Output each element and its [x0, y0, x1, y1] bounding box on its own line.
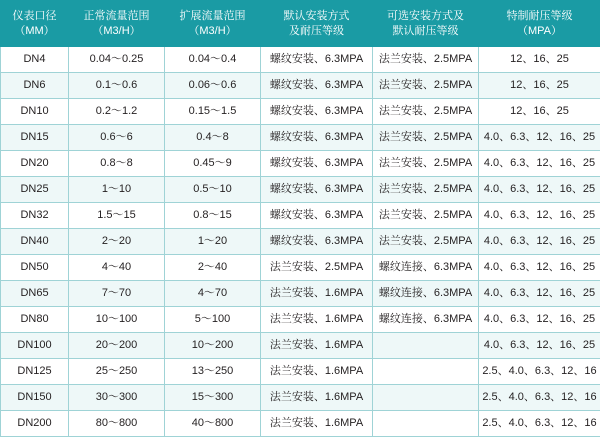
cell-caliber: DN100	[1, 333, 69, 359]
column-header-normal-flow-range	[69, 1, 165, 47]
cell-caliber: DN200	[1, 411, 69, 437]
column-header-caliber	[1, 1, 69, 47]
cell-normal-flow-range: 25～250	[69, 359, 165, 385]
cell-custom-pressure-rating: 4.0、6.3、12、16、25	[479, 333, 600, 359]
column-header-caliber-line2: （MM）	[3, 24, 66, 39]
cell-optional-installation	[373, 385, 479, 411]
cell-optional-installation: 法兰安装、2.5MPA	[373, 151, 479, 177]
cell-custom-pressure-rating: 4.0、6.3、12、16、25	[479, 177, 600, 203]
cell-extended-flow-range: 15～300	[165, 385, 261, 411]
table-row	[1, 307, 600, 333]
table-row	[1, 203, 600, 229]
cell-extended-flow-range: 0.06～0.6	[165, 73, 261, 99]
cell-normal-flow-range: 20～200	[69, 333, 165, 359]
table-row	[1, 177, 600, 203]
cell-extended-flow-range: 0.5～10	[165, 177, 261, 203]
column-header-optional-installation-line1: 可选安装方式及	[375, 9, 476, 24]
table-body	[1, 47, 600, 437]
cell-extended-flow-range: 0.04～0.4	[165, 47, 261, 73]
cell-caliber: DN32	[1, 203, 69, 229]
column-header-normal-flow-range-line1: 正常流量范围	[71, 9, 162, 24]
cell-custom-pressure-rating: 4.0、6.3、12、16、25	[479, 203, 600, 229]
cell-caliber: DN150	[1, 385, 69, 411]
cell-caliber: DN10	[1, 99, 69, 125]
cell-default-installation: 法兰安装、1.6MPA	[261, 333, 373, 359]
column-header-custom-pressure-rating-line2: （MPA）	[481, 24, 598, 39]
cell-extended-flow-range: 1～20	[165, 229, 261, 255]
cell-default-installation: 法兰安装、1.6MPA	[261, 411, 373, 437]
cell-optional-installation	[373, 411, 479, 437]
column-header-optional-installation-line2: 默认耐压等级	[375, 24, 476, 39]
cell-default-installation: 螺纹安装、6.3MPA	[261, 229, 373, 255]
column-header-extended-flow-range-line1: 扩展流量范围	[167, 9, 258, 24]
table-row	[1, 255, 600, 281]
cell-caliber: DN40	[1, 229, 69, 255]
table-row	[1, 333, 600, 359]
cell-default-installation: 螺纹安装、6.3MPA	[261, 125, 373, 151]
cell-extended-flow-range: 0.8～15	[165, 203, 261, 229]
cell-normal-flow-range: 0.1～0.6	[69, 73, 165, 99]
column-header-default-installation	[261, 1, 373, 47]
cell-extended-flow-range: 2～40	[165, 255, 261, 281]
cell-default-installation: 法兰安装、1.6MPA	[261, 385, 373, 411]
cell-default-installation: 法兰安装、2.5MPA	[261, 255, 373, 281]
cell-caliber: DN4	[1, 47, 69, 73]
cell-caliber: DN20	[1, 151, 69, 177]
cell-custom-pressure-rating: 4.0、6.3、12、16、25	[479, 125, 600, 151]
cell-caliber: DN15	[1, 125, 69, 151]
table-row	[1, 359, 600, 385]
cell-custom-pressure-rating: 2.5、4.0、6.3、12、16	[479, 385, 600, 411]
cell-custom-pressure-rating: 4.0、6.3、12、16、25	[479, 229, 600, 255]
cell-custom-pressure-rating: 4.0、6.3、12、16、25	[479, 307, 600, 333]
cell-caliber: DN25	[1, 177, 69, 203]
cell-default-installation: 法兰安装、1.6MPA	[261, 359, 373, 385]
cell-caliber: DN125	[1, 359, 69, 385]
column-header-extended-flow-range	[165, 1, 261, 47]
cell-extended-flow-range: 13～250	[165, 359, 261, 385]
cell-extended-flow-range: 4～70	[165, 281, 261, 307]
cell-normal-flow-range: 30～300	[69, 385, 165, 411]
cell-optional-installation: 法兰安装、2.5MPA	[373, 177, 479, 203]
cell-caliber: DN6	[1, 73, 69, 99]
column-header-custom-pressure-rating-line1: 特制耐压等级	[481, 9, 598, 24]
cell-extended-flow-range: 10～200	[165, 333, 261, 359]
cell-normal-flow-range: 1～10	[69, 177, 165, 203]
cell-optional-installation: 法兰安装、2.5MPA	[373, 203, 479, 229]
column-header-extended-flow-range-line2: （M3/H）	[167, 24, 258, 39]
cell-normal-flow-range: 80～800	[69, 411, 165, 437]
cell-default-installation: 法兰安装、1.6MPA	[261, 281, 373, 307]
cell-normal-flow-range: 1.5～15	[69, 203, 165, 229]
table-row	[1, 385, 600, 411]
column-header-optional-installation	[373, 1, 479, 47]
cell-default-installation: 螺纹安装、6.3MPA	[261, 151, 373, 177]
cell-optional-installation	[373, 333, 479, 359]
cell-normal-flow-range: 0.04～0.25	[69, 47, 165, 73]
cell-normal-flow-range: 4～40	[69, 255, 165, 281]
table-row	[1, 125, 600, 151]
cell-default-installation: 螺纹安装、6.3MPA	[261, 203, 373, 229]
cell-optional-installation: 法兰安装、2.5MPA	[373, 125, 479, 151]
cell-normal-flow-range: 10～100	[69, 307, 165, 333]
column-header-custom-pressure-rating	[479, 1, 600, 47]
cell-default-installation: 螺纹安装、6.3MPA	[261, 177, 373, 203]
cell-extended-flow-range: 0.4～8	[165, 125, 261, 151]
table-row	[1, 229, 600, 255]
cell-custom-pressure-rating: 2.5、4.0、6.3、12、16	[479, 411, 600, 437]
cell-default-installation: 螺纹安装、6.3MPA	[261, 73, 373, 99]
cell-extended-flow-range: 40～800	[165, 411, 261, 437]
cell-caliber: DN65	[1, 281, 69, 307]
cell-custom-pressure-rating: 4.0、6.3、12、16、25	[479, 255, 600, 281]
cell-normal-flow-range: 0.2～1.2	[69, 99, 165, 125]
cell-extended-flow-range: 0.15～1.5	[165, 99, 261, 125]
cell-optional-installation: 法兰安装、2.5MPA	[373, 47, 479, 73]
cell-optional-installation: 螺纹连接、6.3MPA	[373, 281, 479, 307]
cell-caliber: DN80	[1, 307, 69, 333]
table-row	[1, 73, 600, 99]
cell-custom-pressure-rating: 4.0、6.3、12、16、25	[479, 151, 600, 177]
cell-normal-flow-range: 2～20	[69, 229, 165, 255]
cell-custom-pressure-rating: 12、16、25	[479, 73, 600, 99]
table-row	[1, 281, 600, 307]
cell-optional-installation: 螺纹连接、6.3MPA	[373, 255, 479, 281]
cell-optional-installation: 螺纹连接、6.3MPA	[373, 307, 479, 333]
cell-optional-installation: 法兰安装、2.5MPA	[373, 99, 479, 125]
column-header-default-installation-line2: 及耐压等级	[263, 24, 370, 39]
cell-extended-flow-range: 0.45～9	[165, 151, 261, 177]
cell-optional-installation: 法兰安装、2.5MPA	[373, 229, 479, 255]
cell-optional-installation: 法兰安装、2.5MPA	[373, 73, 479, 99]
table-row	[1, 99, 600, 125]
column-header-caliber-line1: 仪表口径	[3, 9, 66, 24]
cell-default-installation: 法兰安装、1.6MPA	[261, 307, 373, 333]
table-row	[1, 47, 600, 73]
cell-caliber: DN50	[1, 255, 69, 281]
cell-custom-pressure-rating: 12、16、25	[479, 99, 600, 125]
table-header	[1, 1, 600, 47]
cell-custom-pressure-rating: 2.5、4.0、6.3、12、16	[479, 359, 600, 385]
cell-default-installation: 螺纹安装、6.3MPA	[261, 47, 373, 73]
cell-normal-flow-range: 7～70	[69, 281, 165, 307]
table-row	[1, 151, 600, 177]
column-header-default-installation-line1: 默认安装方式	[263, 9, 370, 24]
cell-normal-flow-range: 0.8～8	[69, 151, 165, 177]
cell-normal-flow-range: 0.6～6	[69, 125, 165, 151]
cell-extended-flow-range: 5～100	[165, 307, 261, 333]
cell-optional-installation	[373, 359, 479, 385]
table-header-row	[1, 1, 600, 47]
cell-custom-pressure-rating: 12、16、25	[479, 47, 600, 73]
column-header-normal-flow-range-line2: （M3/H）	[71, 24, 162, 39]
cell-default-installation: 螺纹安装、6.3MPA	[261, 99, 373, 125]
cell-custom-pressure-rating: 4.0、6.3、12、16、25	[479, 281, 600, 307]
table-row	[1, 411, 600, 437]
